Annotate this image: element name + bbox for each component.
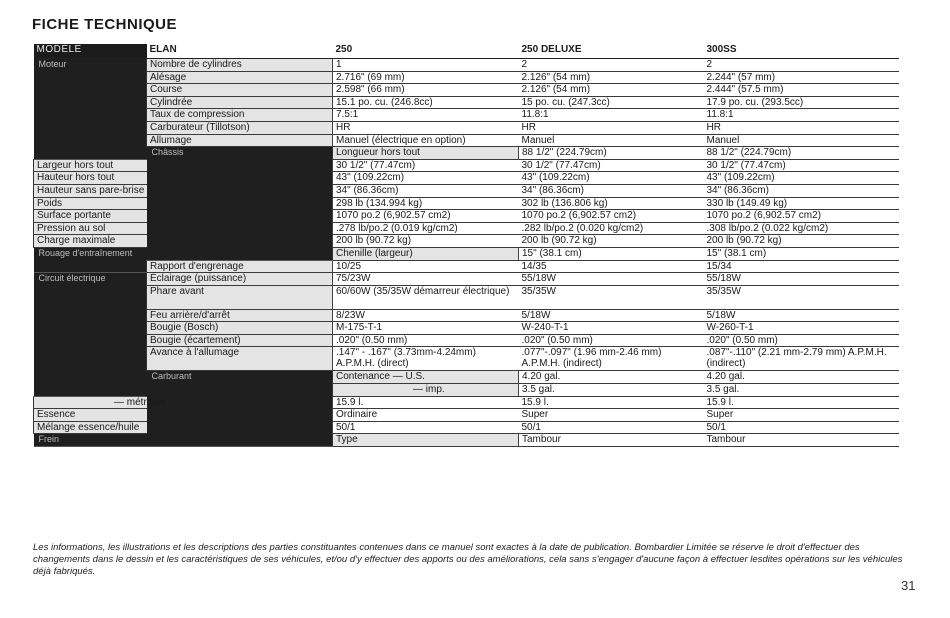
spec-value: Manuel xyxy=(519,134,704,147)
spec-value: 1070 po.2 (6,902.57 cm2) xyxy=(519,210,704,223)
spec-value: 2.126" (54 mm) xyxy=(519,84,704,97)
spec-value: 200 lb (90.72 kg) xyxy=(704,235,899,248)
spec-value: 298 lb (134.994 kg) xyxy=(333,197,519,210)
spec-value: 43" (109.22cm) xyxy=(519,172,704,185)
section-label: Moteur xyxy=(34,59,147,160)
spec-row xyxy=(34,347,899,371)
spec-value: HR xyxy=(519,121,704,134)
spec-value: 3.5 gal. xyxy=(519,384,704,397)
section-label: Châssis xyxy=(147,147,333,260)
spec-label: Essence xyxy=(34,409,147,422)
spec-value: 2.126" (54 mm) xyxy=(519,71,704,84)
spec-value: .087"-.110" (2.21 mm-2.79 mm) A.P.M.H. (indirect) xyxy=(704,347,899,371)
header-model: MODÈLE xyxy=(34,44,147,59)
spec-value: 15" (38.1 cm) xyxy=(519,247,704,260)
spec-label: Cylindrée xyxy=(147,96,333,109)
section-label: Rouage d'entraînement xyxy=(34,247,147,272)
spec-value: 15.9 l. xyxy=(333,396,519,409)
spec-value: 2 xyxy=(519,59,704,72)
spec-value: 8/23W xyxy=(333,309,519,322)
spec-value: 7.5:1 xyxy=(333,109,519,122)
spec-value: 50/1 xyxy=(704,421,899,434)
spec-label: Hauteur sans pare-brise xyxy=(34,184,147,197)
spec-value: 17.9 po. cu. (293.5cc) xyxy=(704,96,899,109)
spec-value: 15.9 l. xyxy=(704,396,899,409)
spec-value: HR xyxy=(704,121,899,134)
spec-label: Pression au sol xyxy=(34,222,147,235)
spec-label: — imp. xyxy=(333,384,519,397)
spec-value: 30 1/2" (77.47cm) xyxy=(519,159,704,172)
spec-row xyxy=(34,371,899,384)
header-row xyxy=(34,44,899,59)
spec-label: Avance à l'allumage xyxy=(147,347,333,371)
spec-value: 15.9 l. xyxy=(519,396,704,409)
page-number: 31 xyxy=(901,578,916,593)
spec-row xyxy=(34,147,899,160)
spec-value: 2.444" (57.5 mm) xyxy=(704,84,899,97)
spec-row xyxy=(34,59,899,72)
spec-value: Manuel (électrique en option) xyxy=(333,134,519,147)
spec-table xyxy=(33,44,899,447)
section-label: Frein xyxy=(34,434,147,447)
spec-label: Phare avant xyxy=(147,285,333,309)
spec-label: Poids xyxy=(34,197,147,210)
spec-value: Super xyxy=(704,409,899,422)
spec-value: 75/23W xyxy=(333,273,519,286)
spec-value: 11.8:1 xyxy=(704,109,899,122)
spec-value: 55/18W xyxy=(704,273,899,286)
spec-value: 15.1 po. cu. (246.8cc) xyxy=(333,96,519,109)
spec-value: 15" (38.1 cm) xyxy=(704,247,899,260)
spec-value: 1 xyxy=(333,59,519,72)
spec-value: Tambour xyxy=(519,434,704,447)
spec-value: 1070 po.2 (6,902.57 cm2) xyxy=(704,210,899,223)
spec-label: Carburateur (Tillotson) xyxy=(147,121,333,134)
spec-value: 35/35W xyxy=(704,285,899,309)
spec-label: Chenille (largeur) xyxy=(333,247,519,260)
spec-table-body xyxy=(34,59,899,447)
spec-value: 60/60W (35/35W démarreur électrique) xyxy=(333,285,519,309)
spec-value: .077"-.097" (1.96 mm-2.46 mm) A.P.M.H. (indirect) xyxy=(519,347,704,371)
spec-label: Feu arrière/d'arrêt xyxy=(147,309,333,322)
spec-label: Course xyxy=(147,84,333,97)
spec-value: 88 1/2" (224.79cm) xyxy=(519,147,704,160)
spec-value: .308 lb/po.2 (0.022 kg/cm2) xyxy=(704,222,899,235)
spec-label: Longueur hors tout xyxy=(333,147,519,160)
spec-value: 200 lb (90.72 kg) xyxy=(333,235,519,248)
spec-value: Ordinaire xyxy=(333,409,519,422)
header-250-deluxe: 250 DELUXE xyxy=(519,44,704,59)
spec-row xyxy=(34,285,899,309)
spec-value: 43" (109.22cm) xyxy=(704,172,899,185)
spec-value: 14/35 xyxy=(519,260,704,273)
spec-label: Bougie (écartement) xyxy=(147,334,333,347)
spec-value: 55/18W xyxy=(519,273,704,286)
spec-label: Taux de compression xyxy=(147,109,333,122)
spec-value: 3.5 gal. xyxy=(704,384,899,397)
spec-value: 302 lb (136.806 kg) xyxy=(519,197,704,210)
spec-row xyxy=(34,273,899,286)
spec-value: Super xyxy=(519,409,704,422)
spec-row xyxy=(34,71,899,84)
spec-value: 43" (109.22cm) xyxy=(333,172,519,185)
header-250: 250 xyxy=(333,44,519,59)
disclaimer-note: Les informations, les illustrations et les descriptions des parties constituantes contenues dans ce manuel sont exactes à la date de publication. Bombardier Limitée se réserve le droit d'effectuer des changements dans le dessin et les caractéristiques de ses véhicules, et/ou d'y effectuer des apports ou des améliorations, cela sans s'engager d'aucune façon à effectuer lesdites opérations sur les véhicules déjà fabriqués. xyxy=(33,542,903,577)
spec-label: Nombre de cylindres xyxy=(147,59,333,72)
spec-value: Tambour xyxy=(704,434,899,447)
section-label: Carburant xyxy=(147,371,333,447)
spec-value: 4.20 gal. xyxy=(519,371,704,384)
spec-row xyxy=(34,309,899,322)
spec-label: Éclairage (puissance) xyxy=(147,273,333,286)
spec-value: 2.598" (66 mm) xyxy=(333,84,519,97)
spec-row xyxy=(34,109,899,122)
section-label: Circuit électrique xyxy=(34,273,147,397)
spec-row xyxy=(34,121,899,134)
spec-label: Hauteur hors tout xyxy=(34,172,147,185)
spec-value: 11.8:1 xyxy=(519,109,704,122)
spec-value: 5/18W xyxy=(519,309,704,322)
spec-row xyxy=(34,260,899,273)
spec-value: 5/18W xyxy=(704,309,899,322)
spec-row xyxy=(34,334,899,347)
spec-label: — métrique xyxy=(34,396,147,409)
spec-row xyxy=(34,134,899,147)
spec-label: Mélange essence/huile xyxy=(34,421,147,434)
spec-value: 30 1/2" (77.47cm) xyxy=(704,159,899,172)
spec-label: Charge maximale xyxy=(34,235,147,248)
spec-value: .278 lb/po.2 (0.019 kg/cm2) xyxy=(333,222,519,235)
spec-value: 2.716" (69 mm) xyxy=(333,71,519,84)
spec-value: .147" - .167" (3.73mm-4.24mm) A.P.M.H. (direct) xyxy=(333,347,519,371)
spec-value: 35/35W xyxy=(519,285,704,309)
spec-value: 34" (86.36cm) xyxy=(704,184,899,197)
spec-value: 34" (86.36cm) xyxy=(519,184,704,197)
spec-value: 200 lb (90.72 kg) xyxy=(519,235,704,248)
spec-label: Alésage xyxy=(147,71,333,84)
spec-row xyxy=(34,96,899,109)
spec-label: Bougie (Bosch) xyxy=(147,322,333,335)
spec-value: .282 lb/po.2 (0.020 kg/cm2) xyxy=(519,222,704,235)
spec-value: 10/25 xyxy=(333,260,519,273)
spec-value: 2.244" (57 mm) xyxy=(704,71,899,84)
spec-value: 15/34 xyxy=(704,260,899,273)
spec-value: HR xyxy=(333,121,519,134)
spec-label: Type xyxy=(333,434,519,447)
spec-value: 34" (86.36cm) xyxy=(333,184,519,197)
spec-row xyxy=(34,322,899,335)
spec-value: M-175-T-1 xyxy=(333,322,519,335)
spec-value: .020" (0.50 mm) xyxy=(519,334,704,347)
spec-label: Surface portante xyxy=(34,210,147,223)
page-title: FICHE TECHNIQUE xyxy=(32,16,178,33)
spec-value: 4.20 gal. xyxy=(704,371,899,384)
spec-row xyxy=(34,396,899,409)
spec-label: Contenance — U.S. xyxy=(333,371,519,384)
spec-value: .020" (0.50 mm) xyxy=(333,334,519,347)
spec-value: .020" (0.50 mm) xyxy=(704,334,899,347)
spec-value: W-260-T-1 xyxy=(704,322,899,335)
spec-value: 88 1/2" (224.79cm) xyxy=(704,147,899,160)
spec-label: Largeur hors tout xyxy=(34,159,147,172)
spec-value: 50/1 xyxy=(333,421,519,434)
spec-value: Manuel xyxy=(704,134,899,147)
spec-value: 15 po. cu. (247.3cc) xyxy=(519,96,704,109)
spec-value: 1070 po.2 (6,902.57 cm2) xyxy=(333,210,519,223)
header-elan: ELAN xyxy=(147,44,333,59)
spec-row xyxy=(34,84,899,97)
spec-value: 330 lb (149.49 kg) xyxy=(704,197,899,210)
spec-label: Allumage xyxy=(147,134,333,147)
spec-value: 2 xyxy=(704,59,899,72)
spec-value: W-240-T-1 xyxy=(519,322,704,335)
spec-value: 50/1 xyxy=(519,421,704,434)
spec-value: 30 1/2" (77.47cm) xyxy=(333,159,519,172)
header-300ss: 300SS xyxy=(704,44,899,59)
spec-label: Rapport d'engrenage xyxy=(147,260,333,273)
